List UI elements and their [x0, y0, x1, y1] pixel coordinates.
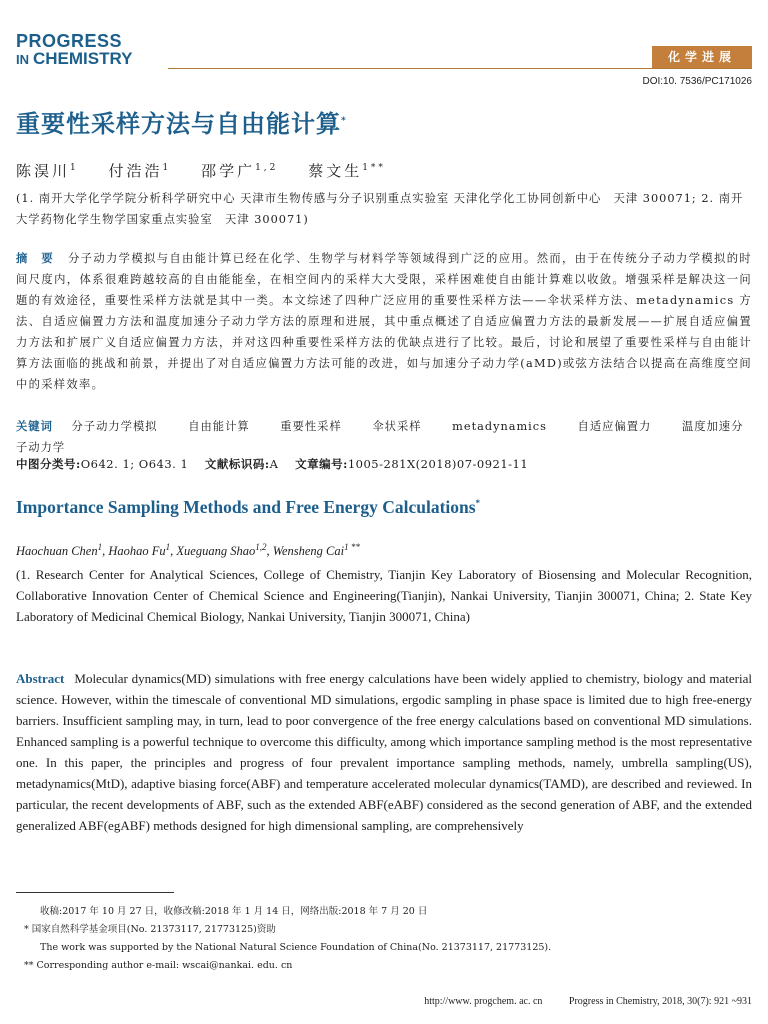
keyword: metadynamics — [452, 420, 547, 433]
cn-abstract-label: 摘 要 — [16, 251, 55, 265]
en-title-text: Importance Sampling Methods and Free Energy Calculations — [16, 497, 476, 517]
clc-label: 中图分类号: — [16, 457, 81, 471]
keyword: 自适应偏置力 — [577, 420, 652, 433]
en-author: Xueguang Shao$^{1,2}$ — [176, 541, 267, 558]
cn-authors — [16, 160, 408, 181]
fund-mark: * — [24, 924, 29, 935]
fund-cn-text: 国家自然科学基金项目(No. 21373117, 21773125)资助 — [31, 924, 276, 935]
keyword: 分子动力学模拟 — [71, 420, 158, 433]
footnote-corresponding — [24, 958, 752, 974]
en-abstract — [16, 668, 752, 836]
keyword: 伞状采样 — [372, 420, 422, 433]
cn-affiliation: (1. 南开大学化学学院分析科学研究中心 天津市生物传感与分子识别重点实验室 天津化学化工协同创新中心 天津 300071; 2. 南开大学药物化学生物学国家重点实验室 天津 300071) — [16, 192, 744, 226]
en-author: Haohao Fu$^1$ — [108, 541, 171, 558]
doc-code-label: 文献标识码: — [204, 457, 270, 471]
section-badge: 化学进展 — [652, 46, 752, 68]
en-abstract-label: Abstract — [16, 671, 65, 686]
en-title — [16, 497, 480, 518]
journal-name-line1: PROGRESS — [16, 31, 123, 51]
footer-url[interactable]: http://www. progchem. ac. cn — [424, 996, 543, 1007]
en-abstract-text: Molecular dynamics(MD) simulations with free energy calculations have been widely applied to chemistry, biology and material science. However, within the timescale of conventional MD simulations, ergodic sampling in phase space is limited due to high free-energy barriers. Insufficient sampling may, in turn, lead to poor convergence of the free energy calculations based on conventional MD simulations. Enhanced sampling is a powerful technique to overcome this difficulty, among which importance sampling method is the most representative one. In this paper, the principles and progress of four prevalent importance sampling methods, namely, umbrella sampling(US), metadynamics(MtD), adaptive biasing force(ABF) and temperature accelerated molecular dynamics(TAMD), are described and reviewed. In particular, the recent developments of ABF, such as the extended ABF(eABF) considered as the second generation of ABF, and the extended generalized ABF(egABF) methods designed for high dimensional sampling, are comprehensively — [16, 671, 752, 833]
doi: DOI:10. 7536/PC171026 — [642, 76, 752, 87]
cn-keywords-label: 关键词 — [16, 419, 53, 433]
en-author: Wensheng Cai$^{1 **}$ — [272, 541, 360, 558]
page-footer — [400, 996, 752, 1007]
classification-line — [16, 456, 528, 472]
cn-title — [16, 104, 347, 139]
cn-abstract — [16, 248, 752, 395]
header-rule — [168, 68, 752, 69]
corr-text: Corresponding author e-mail: wscai@nankai. edu. cn — [36, 960, 293, 971]
journal-logo — [16, 32, 133, 69]
cn-author: 付浩浩$^1$ — [108, 162, 172, 180]
cn-abstract-text: 分子动力学模拟与自由能计算已经在化学、生物学与材料学等领域得到广泛的应用。然而，由于在传统分子动力学模拟的时间尺度内，体系很难跨越较高的自由能能垒，在相空间内的采样大大受限，采样困难使自由能计算难以收敛。增强采样是解决这一问题的有效途径，重要性采样方法就是其中一类。本文综述了四种广泛应用的重要性采样方法——伞状采样方法、metadynamics 方法、自适应偏置力方法和温度加速分子动力学方法的原理和进展，其中重点概述了自适应偏置力方法的最新发展——扩展自适应偏置力方法和扩展广义自适应偏置力方法，并对这四种重要性采样方法的优缺点进行了比较。最后，讨论和展望了重要性采样与自由能计算方法面临的挑战和前景，并提出了对自适应偏置力方法可能的改进，如与加速分子动力学(aMD)或弦方法结合以提高在高维度空间中的采样效率。 — [16, 252, 752, 391]
journal-name-in: IN — [16, 52, 29, 67]
corr-mark: ** — [24, 960, 34, 971]
cn-author: 邵学广$^{1,2}$ — [201, 162, 279, 180]
keyword: 重要性采样 — [280, 420, 342, 433]
cn-keywords — [16, 416, 752, 458]
clc-value: O642. 1; O643. 1 — [80, 457, 189, 471]
cn-title-mark: * — [341, 116, 347, 126]
en-author: Haochuan Chen$^1$ — [16, 541, 103, 558]
cn-title-text: 重要性采样方法与自由能计算 — [16, 110, 341, 138]
footnote-rule — [16, 892, 174, 893]
keyword: 温度加速分子动力学 — [16, 420, 744, 454]
journal-name-chemistry: CHEMISTRY — [33, 49, 133, 68]
footnote-funding-cn — [24, 922, 752, 938]
en-authors: Haochuan Chen$^1$, Haohao Fu$^1$, Xueguang Shao$^{1,2}$, Wensheng Cai$^{1 **}$ — [16, 541, 360, 558]
footnote-dates: 收稿:2017 年 10 月 27 日，收修改稿:2018 年 1 月 14 日，网络出版:2018 年 7 月 20 日 — [40, 906, 428, 917]
article-no-value: 1005-281X(2018)07-0921-11 — [347, 457, 529, 471]
footer-citation: Progress in Chemistry, 2018, 30(7): 921 ~931 — [568, 996, 752, 1007]
footnote-funding-en: The work was supported by the National Natural Science Foundation of China(No. 21373117, 21773125). — [40, 942, 552, 953]
article-no-label: 文章编号: — [295, 457, 348, 471]
en-affiliation: (1. Research Center for Analytical Sciences, College of Chemistry, Tianjin Key Laboratory of Biosensing and Molecular Recognition, Collaborative Innovation Center of Chemical Science and Engineering(Tianjin), Nankai University, Tianjin 300071, China; 2. State Key Laboratory of Medicinal Chemical Biology, Nankai University, Tianjin 300071, China) — [16, 567, 752, 624]
keyword: 自由能计算 — [188, 420, 250, 433]
doc-code-value: A — [269, 457, 279, 471]
cn-author: 陈淏川$^1$ — [16, 162, 79, 180]
journal-name-line2 — [16, 50, 133, 69]
en-title-mark: * — [475, 498, 481, 509]
cn-author: 蔡文生$^{1**}$ — [308, 162, 386, 180]
